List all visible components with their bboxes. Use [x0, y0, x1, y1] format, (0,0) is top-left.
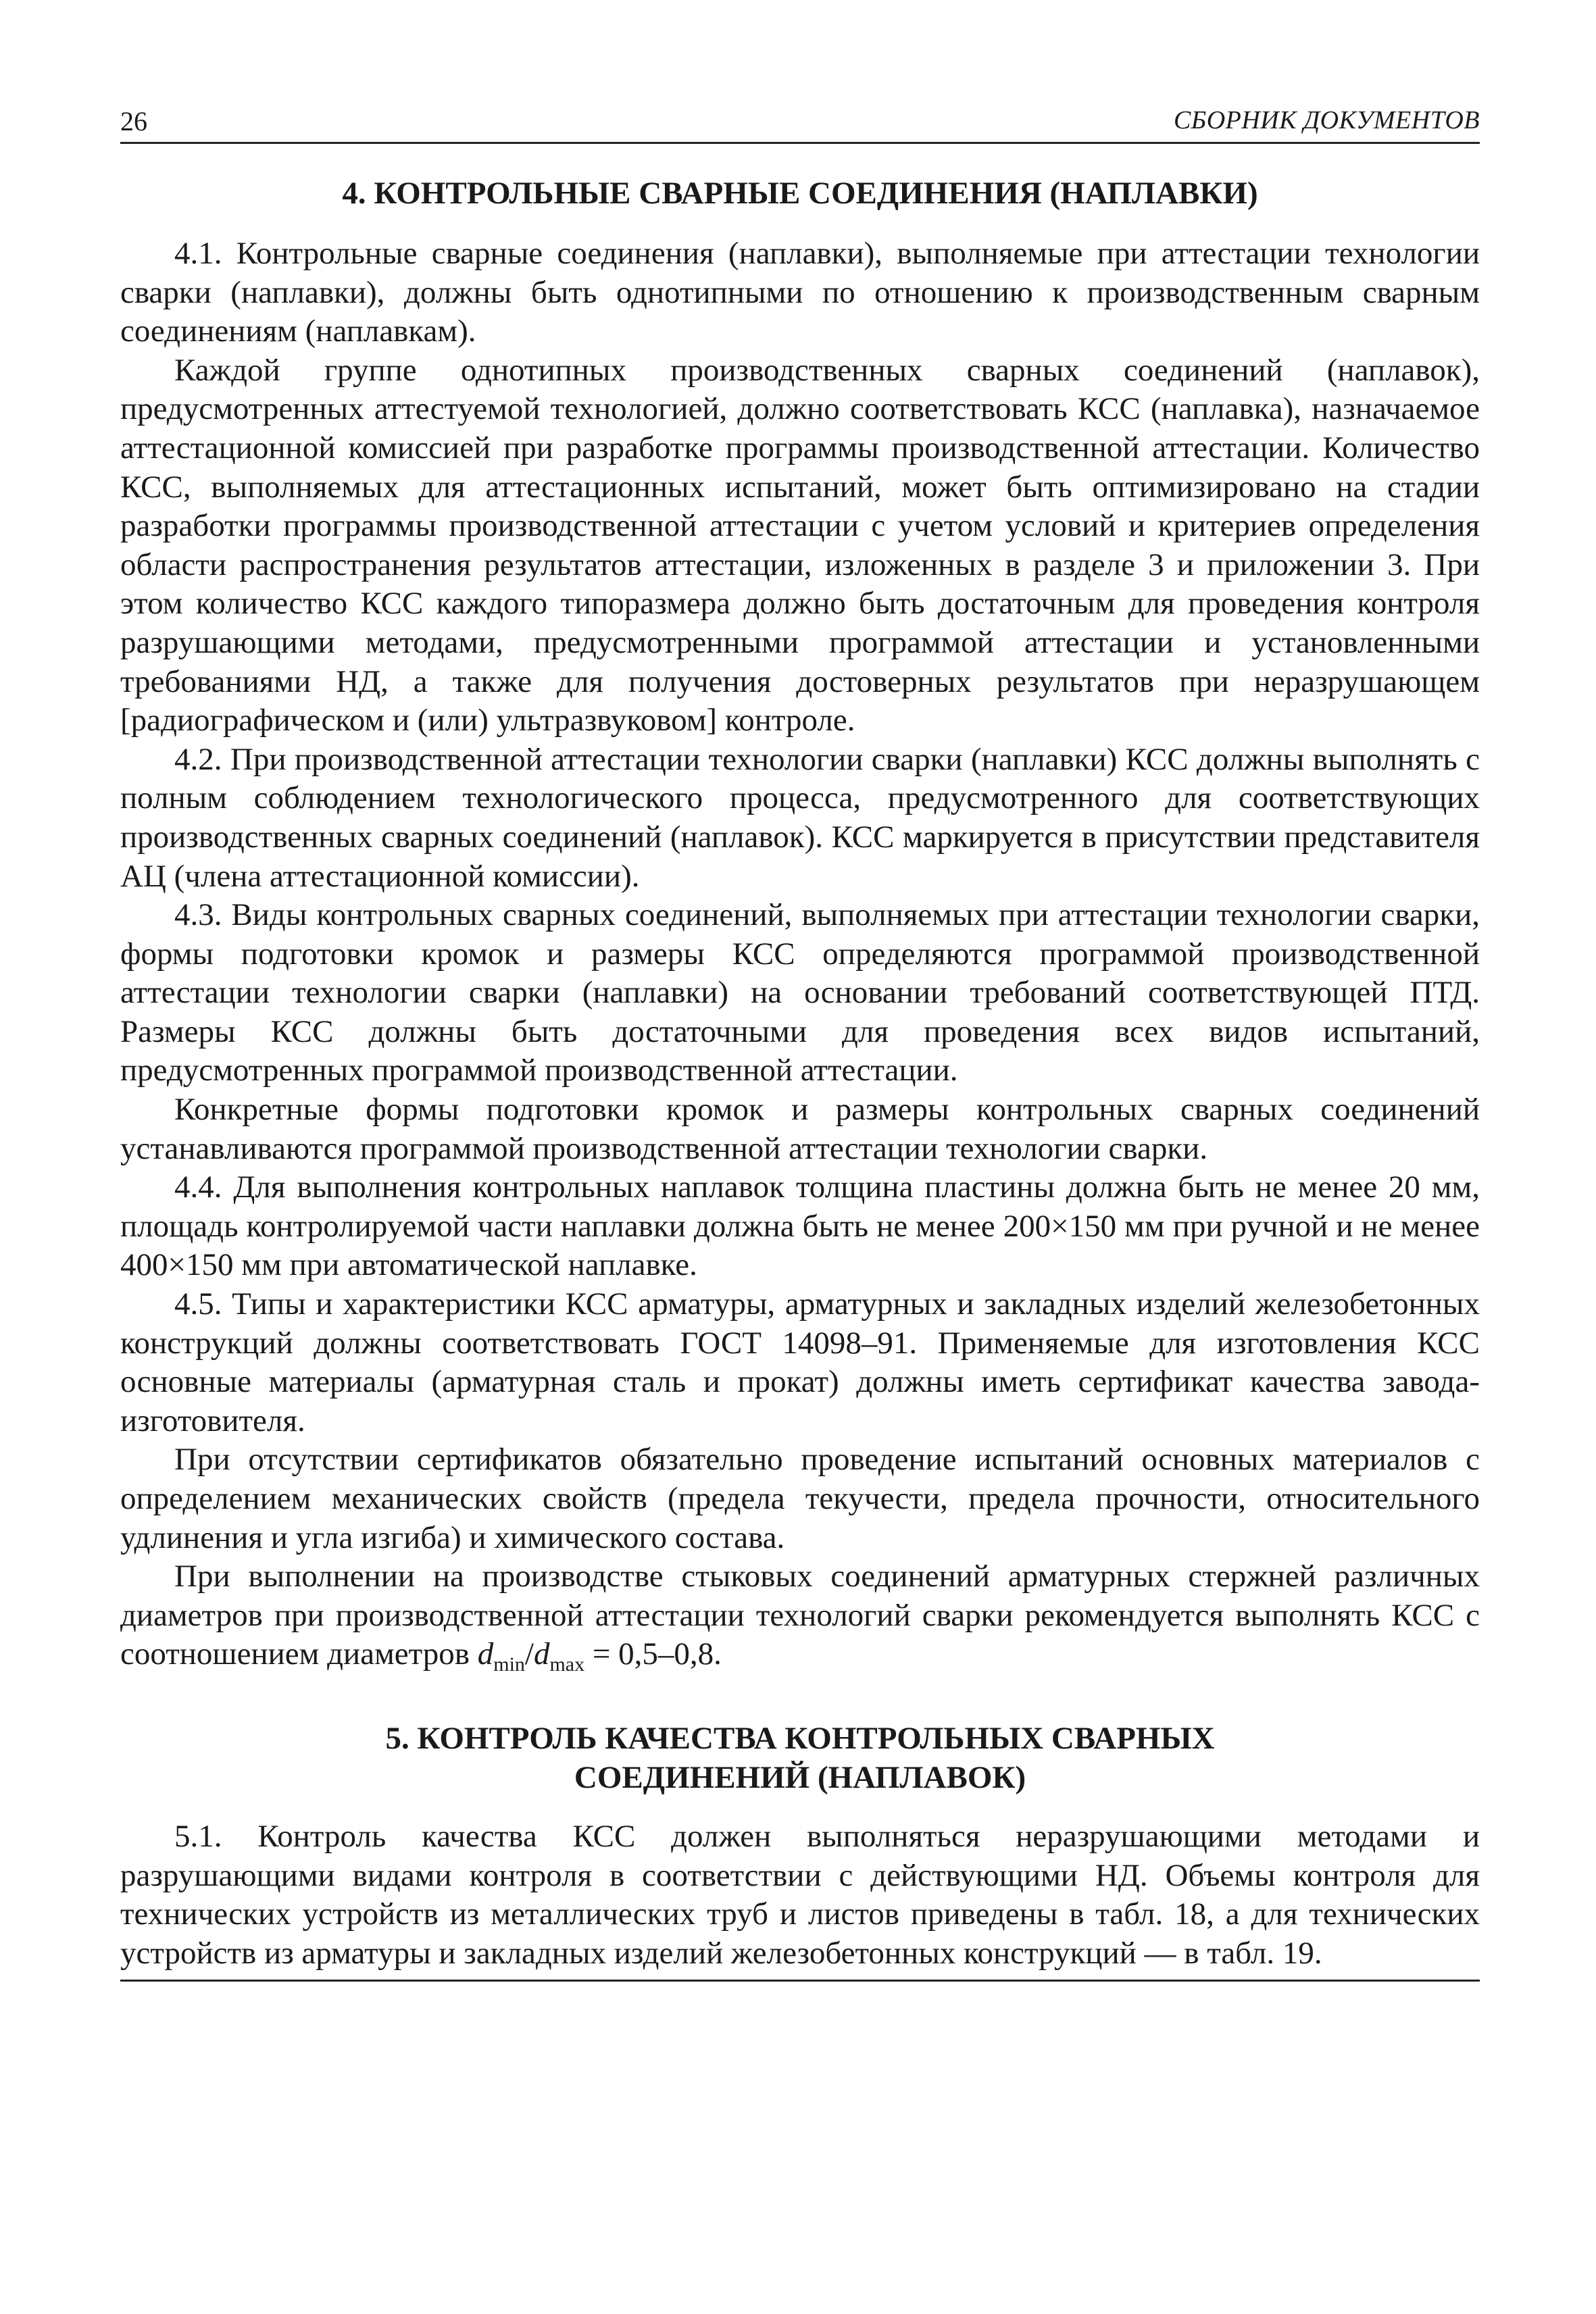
document-page	[120, 101, 1480, 1982]
paragraph-4-5-diameters	[120, 1557, 1480, 1674]
section-5-heading-line-2: СОЕДИНЕНИЙ (НАПЛАВОК)	[574, 1759, 1026, 1795]
paragraph-5-1: 5.1. Контроль качества КСС должен выполняться неразрушающими методами и разрушающими видами контроля в соответствии с действующими НД. Объемы контроля для технических устройств из металлических труб и листов приведены в табл. 18, а для технических устройств из арматуры и закладных изделий железобетонных конструкций — в табл. 19.	[120, 1818, 1480, 1971]
section-5-heading	[120, 1719, 1480, 1797]
page-number: 26	[120, 106, 147, 136]
formula-sub-max: max	[549, 1653, 585, 1676]
running-header	[120, 101, 1480, 144]
formula-d-max: d	[533, 1636, 550, 1672]
formula-sub-min: min	[493, 1653, 525, 1676]
paragraph-4-5: 4.5. Типы и характеристики КСС арматуры, арматурных и закладных изделий железобетонных конструкций должны соответствовать ГОСТ 14098–91. Применяемые для изготовления КСС основные материалы (арматурная сталь и прокат) должны иметь сертификат качества завода-изготовителя.	[120, 1286, 1480, 1438]
paragraph-4-3: 4.3. Виды контрольных сварных соединений, выполняемых при аттестации технологии сварки, формы подготовки кромок и размеры КСС определяются программой производственной аттестации технологии сварки (наплавки) на основании требований соответствующей ПТД. Размеры КСС должны быть достаточными для проведения всех видов испытаний, предусмотренных программой производственной аттестации.	[120, 897, 1480, 1088]
paragraph-4-4: 4.4. Для выполнения контрольных наплавок толщина пластины должна быть не менее 20 мм, площадь контролируемой части наплавки должна быть не менее 200×150 мм при ручной и не менее 400×150 мм при автоматической наплавке.	[120, 1169, 1480, 1283]
paragraph-4-5-certificates: При отсутствии сертификатов обязательно проведение испытаний основных материалов с определением механических свойств (предела текучести, предела прочности, относительного удлинения и угла изгиба) и химического состава.	[120, 1442, 1480, 1555]
paragraph-4-3-forms: Конкретные формы подготовки кромок и размеры контрольных сварных соединений устанавливаются программой производственной аттестации технологии сварки.	[120, 1092, 1480, 1166]
paragraph-4-1: 4.1. Контрольные сварные соединения (наплавки), выполняемые при аттестации технологии сварки (наплавки), должны быть однотипными по отношению к производственным сварным соединениям (наплавкам).	[120, 236, 1480, 349]
diameter-ratio-formula	[477, 1636, 722, 1676]
paragraph-4-2: 4.2. При производственной аттестации технологии сварки (наплавки) КСС должны выполнять с полным соблюдением технологического процесса, предусмотренного для соответствующих производственных сварных соединений (наплавок). КСС маркируется в присутствии представителя АЦ (члена аттестационной комиссии).	[120, 741, 1480, 894]
section-5-heading-line-1: 5. КОНТРОЛЬ КАЧЕСТВА КОНТРОЛЬНЫХ СВАРНЫХ	[385, 1720, 1215, 1756]
bottom-rule	[120, 1980, 1480, 1982]
section-4-heading: 4. КОНТРОЛЬНЫЕ СВАРНЫЕ СОЕДИНЕНИЯ (НАПЛАВКИ)	[342, 176, 1258, 211]
paragraph-4-1-groups: Каждой группе однотипных производственных сварных соединений (наплавок), предусмотренных аттестуемой технологией, должно соответствовать КСС (наплавка), назначаемое аттестационной комиссией при разработке программы производственной аттестации. Количество КСС, выполняемых для аттестационных испытаний, может быть оптимизировано на стадии разработки программы производственной аттестации с учетом условий и критериев определения области распространения результатов аттестации, изложенных в разделе 3 и приложении 3. При этом количество КСС каждого типоразмера должно быть достаточным для проведения контроля разрушающими методами, предусмотренными программой аттестации и установленными требованиями НД, а также для получения достоверных результатов при неразрушающем [радиографическом и (или) ультразвуковом] контроле.	[120, 352, 1480, 738]
formula-slash: /	[524, 1636, 534, 1672]
diameter-ratio-text: При выполнении на производстве стыковых соединений арматурных стержней различных диаметров при производственной аттестации технологий сварки рекомендуется выполнять КСС с соотношением диаметров	[120, 1559, 1480, 1672]
journal-title: СБОРНИК ДОКУМЕНТОВ	[1173, 106, 1480, 134]
formula-d-min: d	[477, 1636, 494, 1672]
formula-value: = 0,5–0,8.	[584, 1636, 722, 1672]
